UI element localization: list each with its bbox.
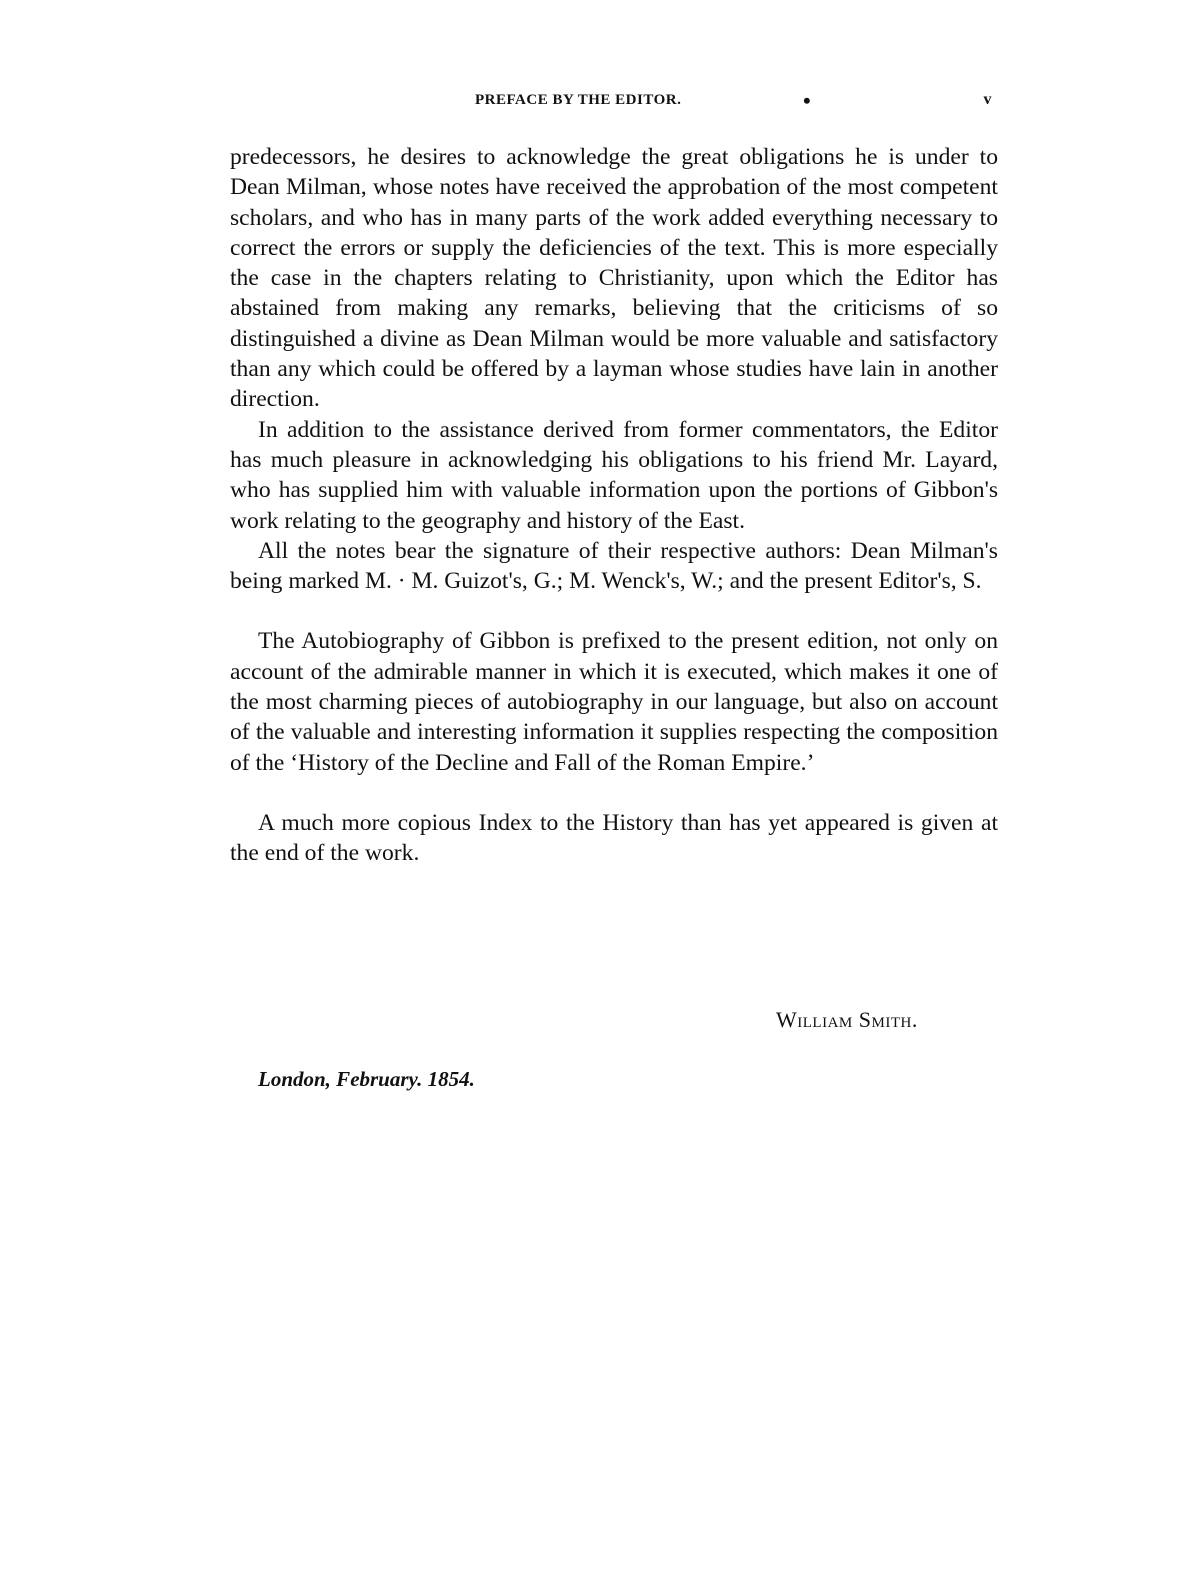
paragraph-notes-signatures: All the notes bear the signature of their respective authors: Dean Milman's being marked M. · M. Guizot's, G.; M. Wenck's, W.; and the present Editor's, S. — [230, 537, 998, 595]
running-head — [228, 88, 998, 118]
running-head-dot: • — [803, 88, 812, 113]
preface-body — [230, 142, 998, 869]
paragraph-continuation: predecessors, he desires to acknowledge the great obligations he is under to Dean Milman, whose notes have received the approbation of the most competent scholars, and who has in many parts of the work added everything necessary to correct the errors or supply the deficiencies of the text. This is more especially the case in the chapters relating to Christianity, upon which the Editor has abstained from making any remarks, believing that the criticisms of so distinguished a divine as Dean Milman would be more valuable and satisfactory than any which could be offered by a layman whose studies have lain in another direction. — [230, 144, 998, 413]
paragraph-index: A much more copious Index to the History than has yet appeared is given at the end of the work. — [230, 809, 998, 867]
dateline: London, February. 1854. — [258, 1067, 475, 1091]
editor-signature: William Smith. — [776, 1007, 918, 1032]
page-number: v — [983, 91, 992, 108]
running-head-title: PREFACE BY THE EDITOR. — [475, 92, 682, 108]
paragraph-autobiography: The Autobiography of Gibbon is prefixed to the present edition, not only on account of the admirable manner in which it is executed, which makes it one of the most charming pieces of autobiography in our language, but also on account of the valuable and interesting information it supplies respecting the composition of the ‘History of the Decline and Fall of the Roman Empire.’ — [230, 628, 998, 776]
paragraph-layard: In addition to the assistance derived from former commentators, the Editor has much pleasure in acknowledging his obligations to his friend Mr. Layard, who has supplied him with valuable information upon the portions of Gibbon's work relating to the geography and history of the East. — [230, 416, 998, 534]
